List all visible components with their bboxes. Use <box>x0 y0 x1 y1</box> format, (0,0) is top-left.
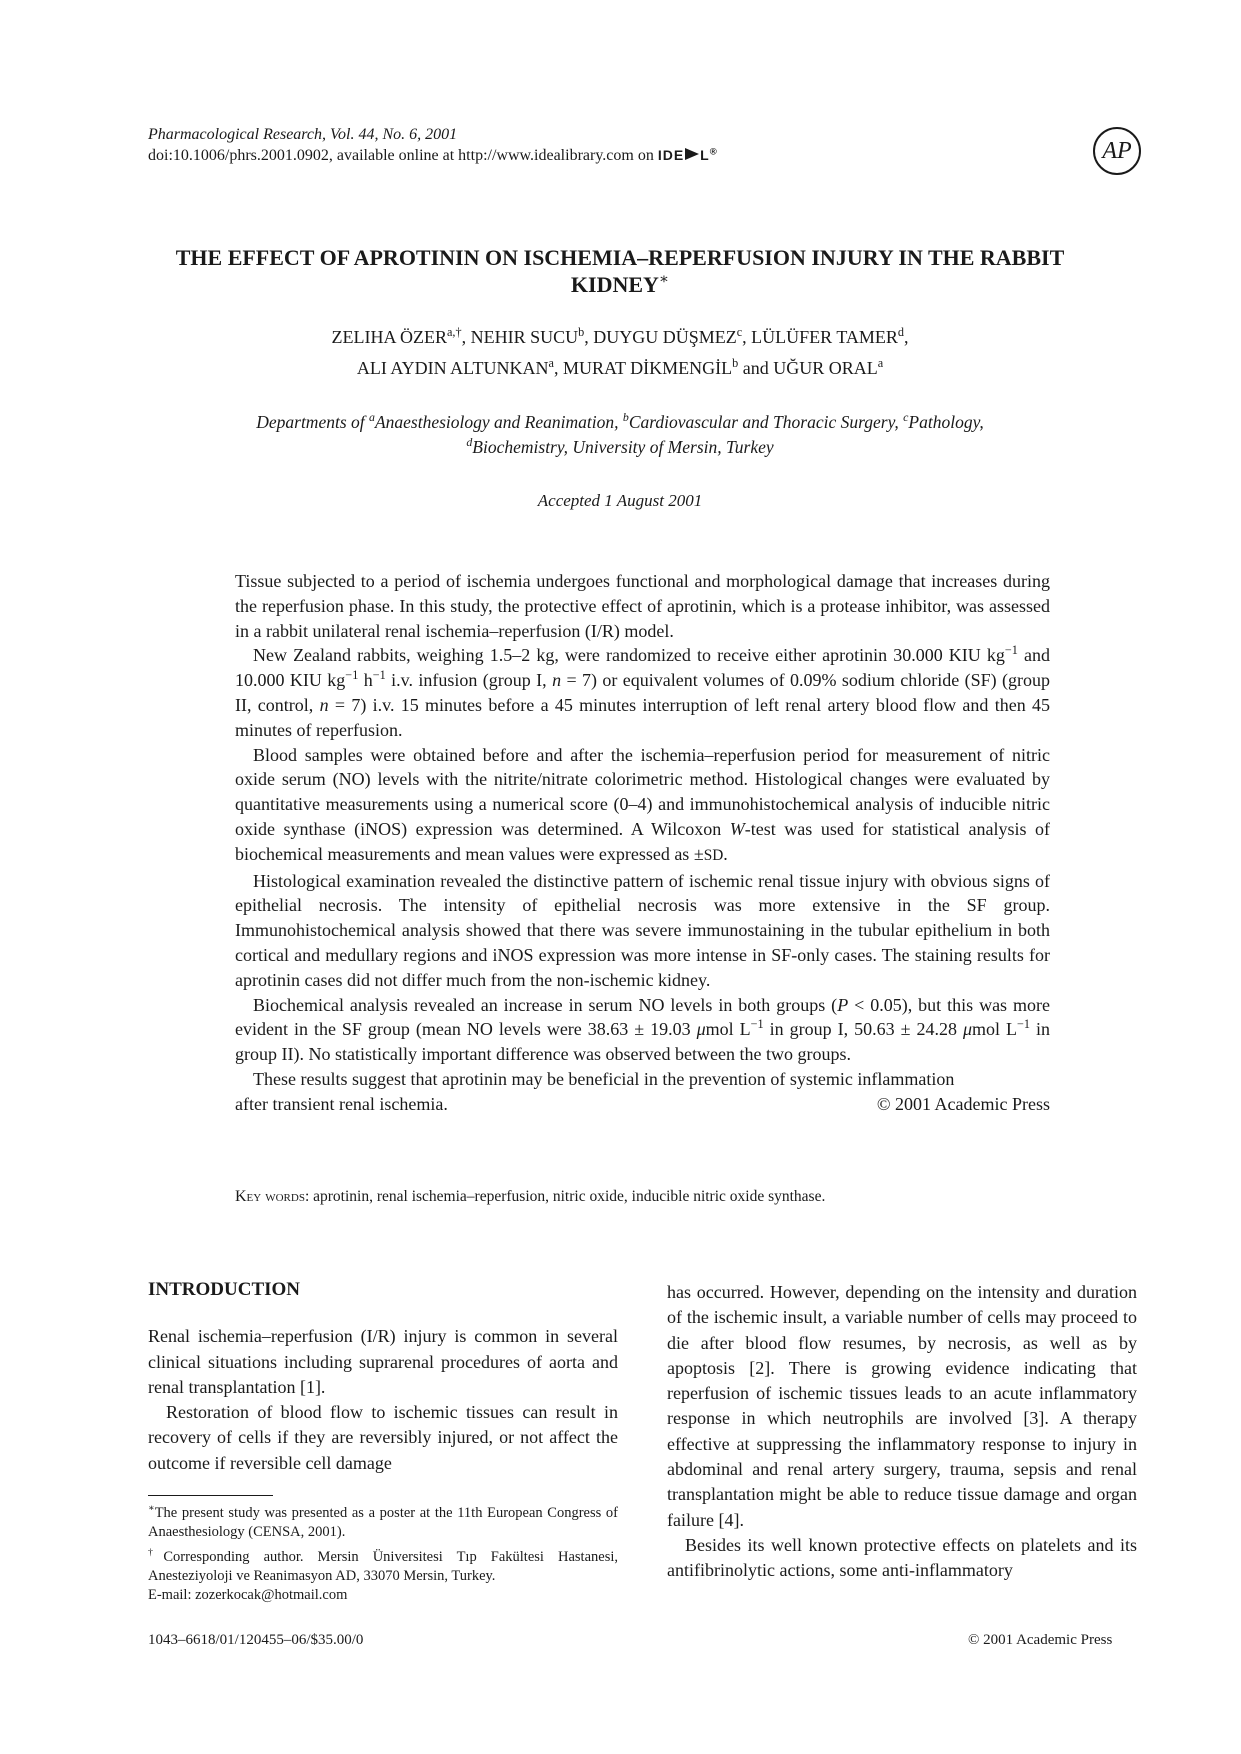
author-sup: a <box>877 356 884 370</box>
paper-title <box>160 244 1080 298</box>
abstract-last-line <box>235 1092 1050 1117</box>
text: i.v. infusion (group I, <box>385 670 553 691</box>
keywords <box>235 1188 1050 1206</box>
ideal-library-logo: IDE L® <box>657 146 718 163</box>
footnote-mark: † <box>148 1547 164 1559</box>
text: mol L <box>705 1019 751 1040</box>
sup: −1 <box>372 668 386 683</box>
text: These results suggest that aprotinin may be beneficial in the prevention of systemic inflammation <box>253 1068 955 1089</box>
sup: −1 <box>1016 1017 1030 1032</box>
text: after transient renal ischemia. <box>235 1093 448 1114</box>
keywords-text: : aprotinin, renal ischemia–reperfusion, nitric oxide, inducible nitric oxide synthase. <box>304 1188 826 1205</box>
author-sup: a <box>548 356 554 370</box>
text: Biochemical analysis revealed an increase in serum NO levels in both groups ( <box>253 994 838 1015</box>
author-name: , NEHIR SUCU <box>461 327 579 347</box>
body-paragraph: Renal ischemia–reperfusion (I/R) injury is common in several clinical situations including suprarenal procedures of aorta and renal transplantation [1]. <box>148 1326 618 1397</box>
academic-press-logo: AP <box>1093 127 1141 175</box>
author-sup: c <box>736 325 743 339</box>
abstract-copyright: © 2001 Academic Press <box>876 1093 1050 1114</box>
author-sup: a,† <box>446 325 462 339</box>
doi-line <box>148 145 718 166</box>
text: -test was used for statistical analysis of biochemical measurements and mean values were expressed as ± <box>235 818 1050 864</box>
affil-sup: c <box>903 410 909 425</box>
text: SD <box>703 846 724 864</box>
sup: −1 <box>750 1017 764 1032</box>
affil-dept: Pathology, <box>908 412 984 432</box>
author-sup: b <box>578 325 585 339</box>
text: h <box>358 670 373 691</box>
author-line-1 <box>160 322 1080 353</box>
author-name: ZELIHA ÖZER <box>331 327 447 347</box>
footnote-text: Corresponding author. Mersin Üniversitesi Tıp Fakültesi Hastanesi, Anesteziyoloji ve Reanimasyon AD, 33070 Mersin, Turkey. <box>148 1549 619 1584</box>
abstract <box>235 569 1050 1117</box>
section-heading: INTRODUCTION <box>148 1279 301 1300</box>
var: μ <box>696 1019 706 1040</box>
affil-sup: a <box>369 410 375 425</box>
title-footnote-mark: ∗ <box>658 271 670 288</box>
author-name: and UĞUR ORAL <box>738 358 878 378</box>
doi-text: doi:10.1006/phrs.2001.0902, available online at http://www.idealibrary.com on <box>148 147 654 164</box>
journal-citation: Pharmacological Research, Vol. 44, No. 6, 2001 <box>148 126 458 143</box>
var: n <box>552 670 562 691</box>
abstract-paragraph: Tissue subjected to a period of ischemia undergoes functional and morphological damage that increases during the reperfusion phase. In this study, the protective effect of aprotinin, which is a protease inhibitor, was assessed in a rabbit unilateral renal ischemia–reperfusion (I/R) model. <box>235 571 1050 641</box>
footnote-text: The present study was presented as a poster at the 11th European Congress of Anaesthesiology (CENSA, 2001). <box>148 1505 618 1540</box>
author-sup: b <box>732 356 739 370</box>
sup: −1 <box>1004 643 1018 658</box>
footnote-email: E-mail: zozerkocak@hotmail.com <box>148 1587 348 1603</box>
affil-dept: Anaesthesiology and Reanimation, <box>374 412 623 432</box>
author-sep: , <box>904 327 909 347</box>
text: = 7) i.v. 15 minutes before a 45 minutes interruption of left renal artery blood flow and then 45 minutes of reperfusion. <box>235 694 1050 740</box>
author-name: , MURAT DİKMENGİL <box>553 358 733 378</box>
keywords-label: Key words <box>235 1188 305 1205</box>
body-paragraph: has occurred. However, depending on the intensity and duration of the ischemic insult, a variable number of cells may proceed to die after blood flow resumes, by necrosis, as well as by apoptosis [2]. There is growing evidence indicating that reperfusion of ischemic tissues leads to an acute inflammatory response in which neutrophils are involved [3]. A therapy effective at suppressing the inflammatory response to injury in abdominal and renal artery surgery, trauma, sepsis and renal transplantation might be able to reduce tissue damage and organ failure [4]. <box>667 1282 1137 1530</box>
affil-sup: b <box>622 410 629 425</box>
body-paragraph: Restoration of blood flow to ischemic tissues can result in recovery of cells if they are reversibly injured, or not affect the outcome if reversible cell damage <box>148 1402 618 1473</box>
author-line-2 <box>160 353 1080 384</box>
author-name: , DUYGU DÜŞMEZ <box>584 327 737 347</box>
footnote <box>148 1504 618 1542</box>
abstract-paragraph: Histological examination revealed the distinctive pattern of ischemic renal tissue injury with obvious signs of epithelial necrosis. The intensity of epithelial necrosis was more extensive in the SF group. Immunohistochemical analysis showed that there was severe immunostaining in the tubular epithelium in both cortical and medullary regions and iNOS expression was more intense in SF-only cases. The staining results for aprotinin cases did not differ much from the non-ischemic kidney. <box>235 870 1050 990</box>
text: Blood samples were obtained before and after the ischemia–reperfusion period for measurement of nitric oxide serum (NO) levels with the nitrite/nitrate colorimetric method. Histological changes were evaluated by quantitative measurements using a numerical score (0–4) and immunohistochemical analysis of inducible nitric oxide synthase (iNOS) expression was determined. A Wilcoxon <box>235 744 1050 839</box>
text: and 10.000 KIU kg <box>235 645 1050 691</box>
footer-copyright: © 2001 Academic Press <box>968 1632 1113 1648</box>
var: μ <box>962 1019 972 1040</box>
text: mol L <box>971 1019 1017 1040</box>
text: in group I, 50.63 ± 24.28 <box>763 1019 963 1040</box>
affil-dept: Cardiovascular and Thoracic Surgery, <box>628 412 904 432</box>
affiliation-line-1 <box>160 410 1080 435</box>
journal-header <box>148 124 718 166</box>
left-column <box>148 1277 618 1476</box>
var: P <box>837 994 849 1015</box>
text: . <box>723 843 728 864</box>
affil-prefix: Departments of <box>256 412 370 432</box>
text: New Zealand rabbits, weighing 1.5–2 kg, were randomized to receive either aprotinin 30.000 KIU kg <box>253 645 1005 666</box>
accepted-date: Accepted 1 August 2001 <box>537 491 703 510</box>
affil-dept: Biochemistry, University of Mersin, Turkey <box>472 437 774 457</box>
footnote-mark: ∗ <box>148 1503 155 1515</box>
abstract-paragraph <box>235 743 1050 869</box>
ideal-arrow-icon <box>684 147 700 161</box>
author-name: , LÜLÜFER TAMER <box>742 327 898 347</box>
abstract-paragraph <box>235 643 1050 742</box>
var: n <box>319 694 329 715</box>
author-list <box>160 322 1080 384</box>
footer-issn: 1043–6618/01/120455–06/$35.00/0 <box>148 1632 364 1648</box>
text: < 0.05), but this was more evident in the SF group (mean NO levels were 38.63 ± 19.03 <box>235 994 1050 1040</box>
sup: −1 <box>345 668 359 683</box>
affil-sup: d <box>466 435 473 450</box>
text: in group II). No statistically important difference was observed between the two groups. <box>235 1019 1050 1065</box>
affiliation <box>160 410 1080 460</box>
footnote <box>148 1548 618 1586</box>
var: W <box>729 818 745 839</box>
text: = 7) or equivalent volumes of 0.09% sodium chloride (SF) (group II, control, <box>235 670 1051 715</box>
author-sup: d <box>897 325 905 339</box>
abstract-paragraph <box>235 993 1050 1067</box>
body-paragraph: Besides its well known protective effects on platelets and its antifibrinolytic actions, some anti-inflammatory <box>667 1534 1137 1581</box>
author-name: ALI AYDIN ALTUNKAN <box>356 358 549 378</box>
footnote-rule <box>148 1495 273 1496</box>
title-text: THE EFFECT OF APROTININ ON ISCHEMIA–REPERFUSION INJURY IN THE RABBIT KIDNEY <box>175 245 1065 297</box>
footnotes <box>148 1504 618 1611</box>
right-column <box>667 1280 1137 1584</box>
abstract-paragraph <box>235 1067 1050 1092</box>
affiliation-line-2 <box>160 435 1080 460</box>
